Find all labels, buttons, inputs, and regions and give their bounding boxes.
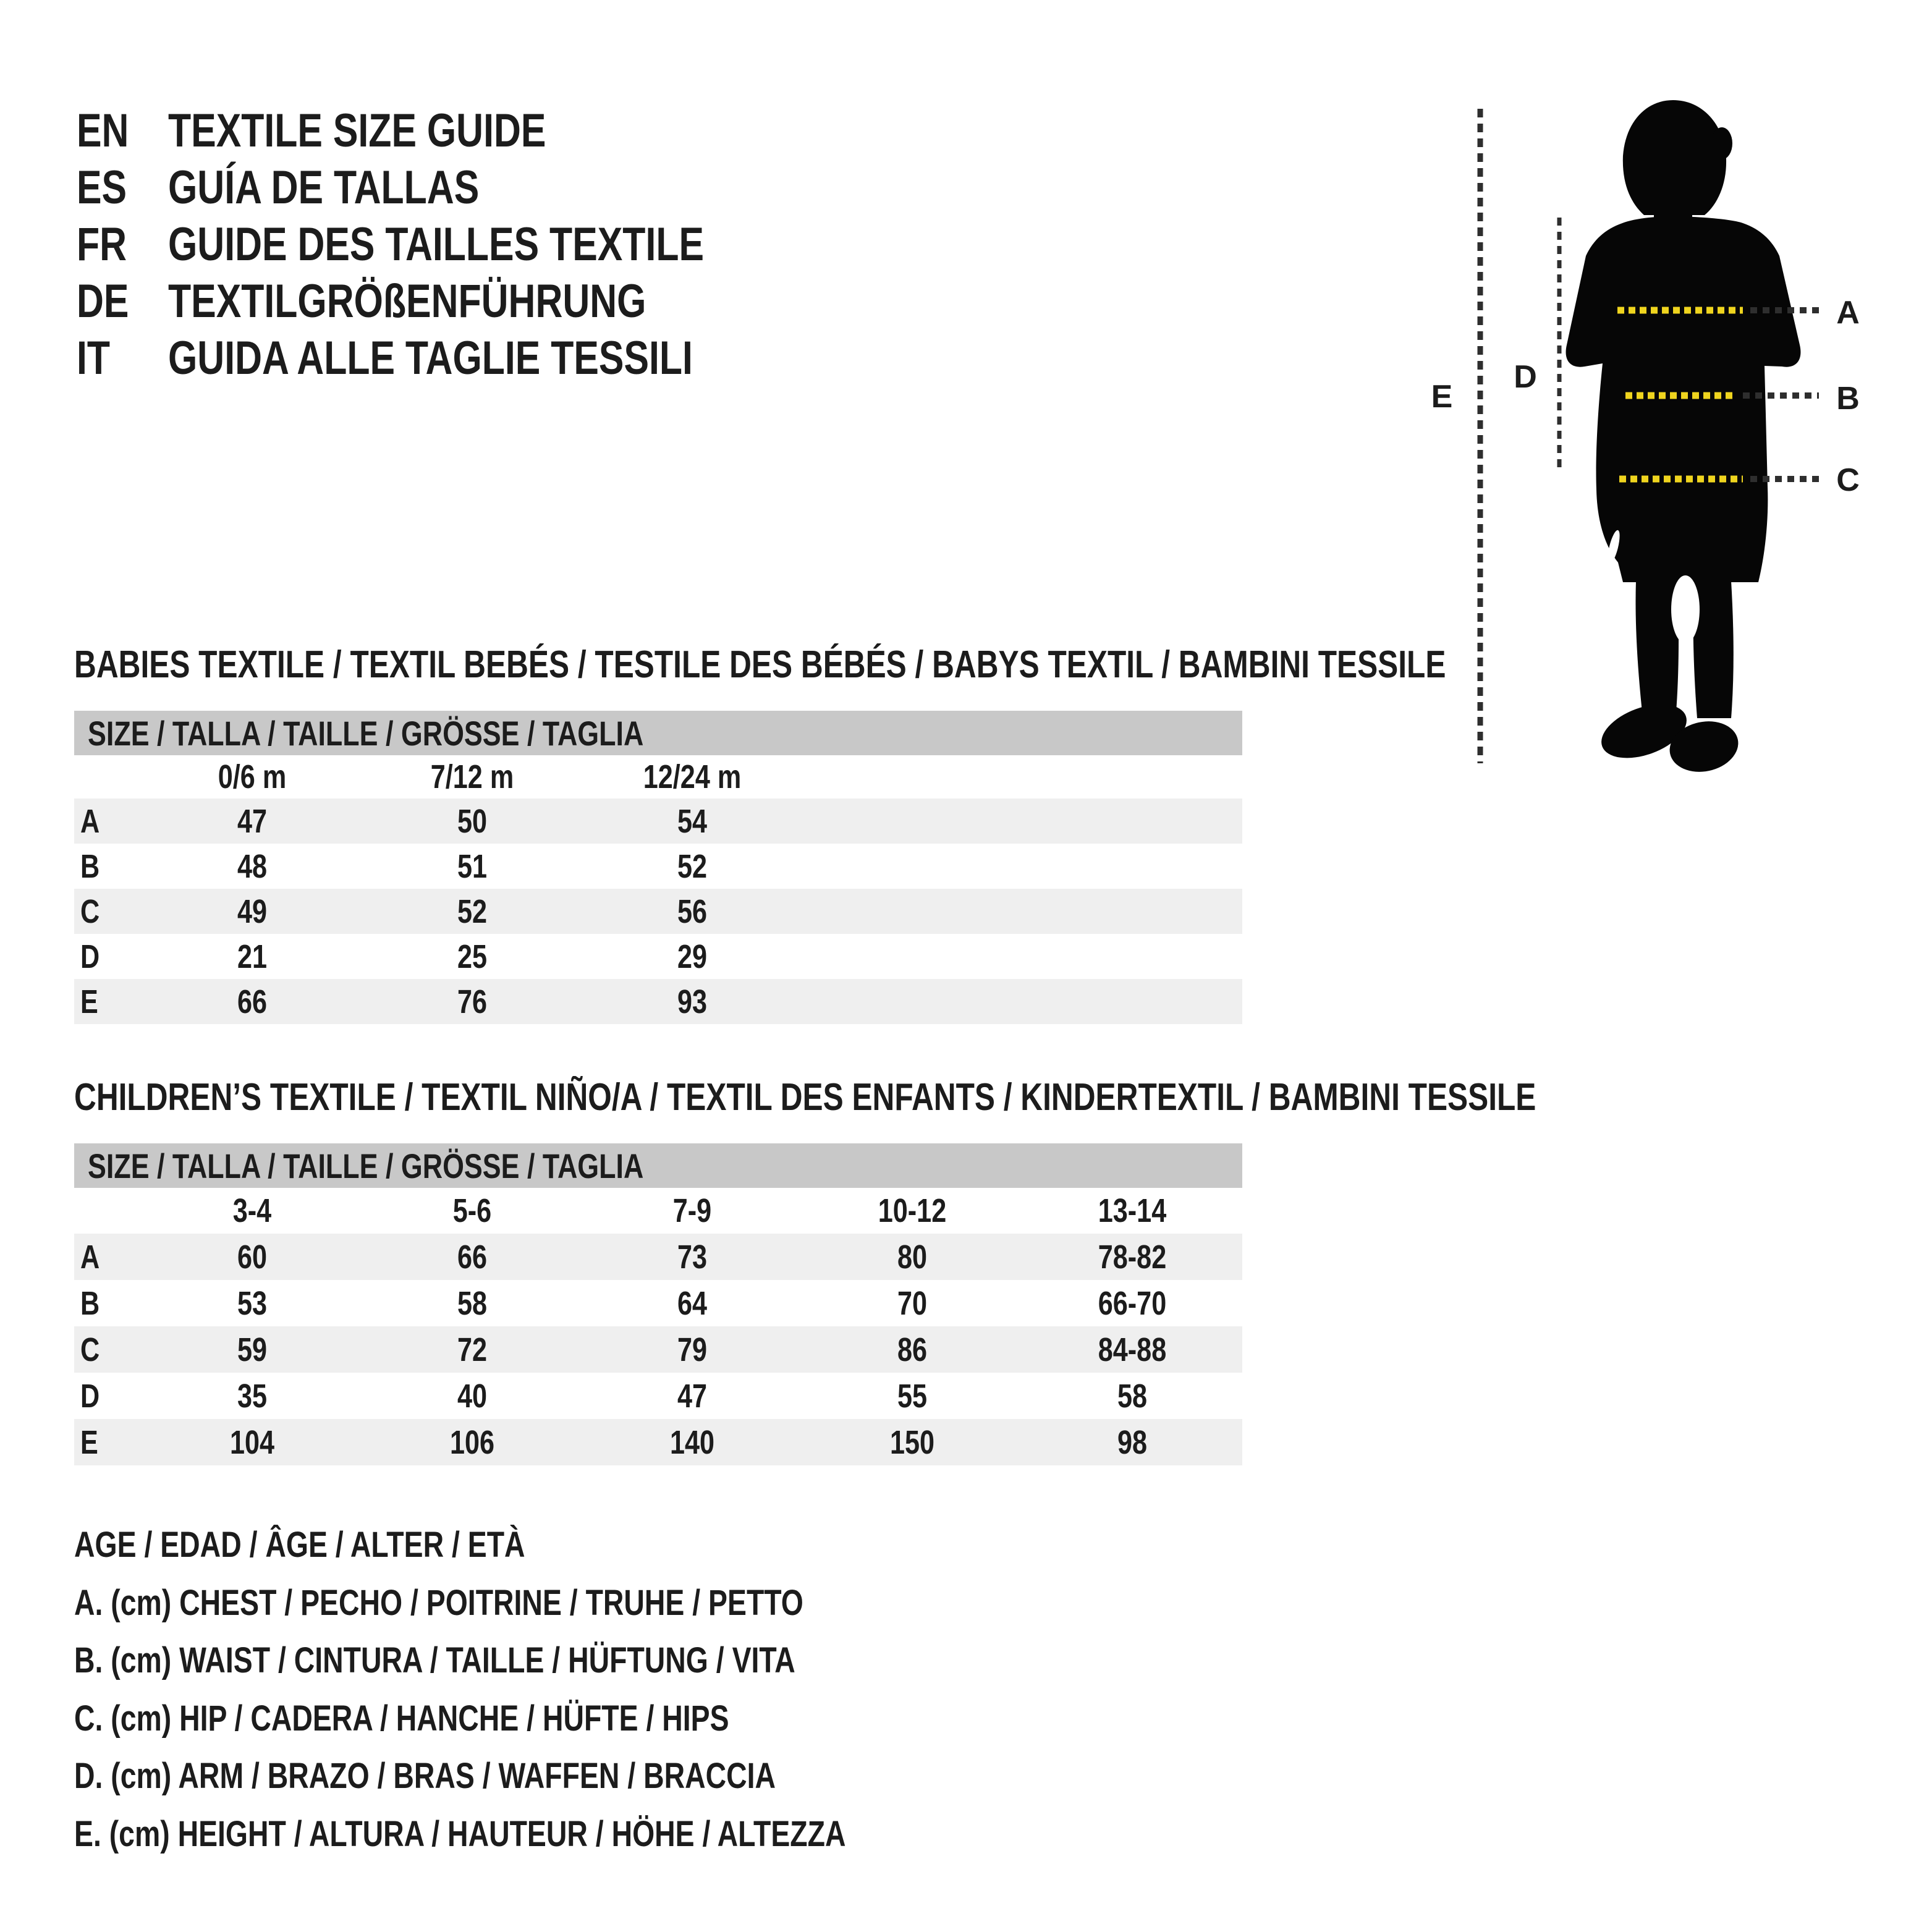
lang-row-de xyxy=(77,273,1004,330)
child-silhouette xyxy=(1566,100,1801,778)
child-figure-svg xyxy=(1409,87,1879,785)
lang-code xyxy=(77,103,142,159)
column-header: 12/24 m xyxy=(643,758,742,795)
table-row-a xyxy=(74,799,1242,844)
table-cell: 140 xyxy=(669,1423,715,1461)
table-cell: 58 xyxy=(457,1284,488,1322)
table-cell: 40 xyxy=(457,1377,488,1415)
table-row-d xyxy=(74,934,1242,979)
lang-code xyxy=(77,273,142,330)
table-cell: 106 xyxy=(449,1423,495,1461)
row-label: D xyxy=(80,938,100,975)
lang-row-en xyxy=(77,103,1004,159)
size-header-text: SIZE / TALLA / TAILLE / GRÖSSE / TAGLIA xyxy=(88,713,644,753)
table-cell: 66 xyxy=(237,983,268,1020)
row-label: A xyxy=(80,1238,100,1276)
row-label: D xyxy=(80,1377,100,1415)
table-cell: 93 xyxy=(677,983,708,1020)
silhouette-head xyxy=(1623,100,1726,215)
label-e: E xyxy=(1431,379,1453,415)
lang-title xyxy=(168,216,838,273)
label-b: B xyxy=(1836,381,1860,417)
table-row-b xyxy=(74,1280,1242,1326)
lang-title xyxy=(168,159,557,216)
table-cell: 64 xyxy=(677,1284,708,1322)
table-cell: 79 xyxy=(677,1331,708,1368)
table-row-e xyxy=(74,1419,1242,1465)
lang-row-fr xyxy=(77,216,1004,273)
row-label: C xyxy=(80,1331,100,1368)
column-header: 5-6 xyxy=(452,1192,492,1229)
table-cell: 66 xyxy=(457,1238,488,1276)
label-c: C xyxy=(1836,462,1860,498)
table-row-e xyxy=(74,979,1242,1024)
label-a: A xyxy=(1836,295,1860,331)
table-cell: 25 xyxy=(457,938,488,975)
lang-row-es xyxy=(77,159,1004,216)
table-cell: 72 xyxy=(457,1331,488,1368)
table-cell: 50 xyxy=(457,802,488,840)
table-row-b xyxy=(74,844,1242,889)
column-header: 3-4 xyxy=(232,1192,272,1229)
children-size-header-bar xyxy=(74,1143,1242,1188)
table-row-c xyxy=(74,1326,1242,1373)
lang-title-text: GUÍA DE TALLAS xyxy=(168,161,480,214)
column-header: 7-9 xyxy=(672,1192,712,1229)
lang-title xyxy=(168,330,824,387)
lang-code xyxy=(77,159,139,216)
table-cell: 55 xyxy=(897,1377,928,1415)
table-cell: 49 xyxy=(237,892,268,930)
lang-title xyxy=(168,103,640,159)
lang-title-text: TEXTILGRÖßENFÜHRUNG xyxy=(168,275,646,328)
legend-age: AGE / EDAD / ÂGE / ALTER / ETÀ xyxy=(74,1525,525,1566)
babies-size-header-bar xyxy=(74,711,1242,755)
lang-code-text: EN xyxy=(77,104,129,157)
lang-title-text: GUIDA ALLE TAGLIE TESSILI xyxy=(168,332,693,384)
row-label: B xyxy=(80,1284,100,1322)
table-cell: 98 xyxy=(1117,1423,1148,1461)
table-cell: 66-70 xyxy=(1098,1284,1167,1322)
row-label: E xyxy=(80,983,98,1020)
table-cell: 21 xyxy=(237,938,268,975)
children-size-table xyxy=(74,1143,1242,1465)
children-table-title-text: CHILDREN’S TEXTILE / TEXTIL NIÑO/A / TEXTIL DES ENFANTS / KINDERTEXTIL / BAMBINI TESSILE xyxy=(74,1076,1536,1119)
table-cell: 35 xyxy=(237,1377,268,1415)
table-cell: 48 xyxy=(237,847,268,885)
crotch-gap xyxy=(1671,575,1700,643)
table-cell: 52 xyxy=(677,847,708,885)
table-cell: 58 xyxy=(1117,1377,1148,1415)
babies-size-table xyxy=(74,711,1242,1024)
table-cell: 70 xyxy=(897,1284,928,1322)
table-row-c xyxy=(74,889,1242,934)
row-label: E xyxy=(80,1423,98,1461)
row-label: B xyxy=(80,847,100,885)
table-cell: 47 xyxy=(237,802,268,840)
lang-code-text: IT xyxy=(77,332,111,384)
table-cell: 47 xyxy=(677,1377,708,1415)
table-cell: 150 xyxy=(889,1423,935,1461)
column-header: 7/12 m xyxy=(430,758,514,795)
table-cell: 56 xyxy=(677,892,708,930)
table-cell: 104 xyxy=(229,1423,275,1461)
table-cell: 54 xyxy=(677,802,708,840)
legend-hip: C. (cm) HIP / CADERA / HANCHE / HÜFTE / HIPS xyxy=(74,1698,729,1739)
lang-title xyxy=(168,273,766,330)
lang-code xyxy=(77,216,139,273)
table-cell: 73 xyxy=(677,1238,708,1276)
lang-title-text: TEXTILE SIZE GUIDE xyxy=(168,104,546,157)
silhouette-torso xyxy=(1566,216,1801,582)
lang-title-text: GUIDE DES TAILLES TEXTILE xyxy=(168,218,705,271)
table-cell: 76 xyxy=(457,983,488,1020)
table-cell: 78-82 xyxy=(1098,1238,1167,1276)
table-cell: 52 xyxy=(457,892,488,930)
row-label: C xyxy=(80,892,100,930)
table-row-d xyxy=(74,1373,1242,1419)
table-cell: 60 xyxy=(237,1238,268,1276)
lang-code xyxy=(77,330,119,387)
silhouette-right-leg xyxy=(1693,581,1734,718)
table-cell: 53 xyxy=(237,1284,268,1322)
column-header: 0/6 m xyxy=(218,758,287,795)
legend-waist: B. (cm) WAIST / CINTURA / TAILLE / HÜFTUNG / VITA xyxy=(74,1640,795,1681)
measurement-figure xyxy=(1409,87,1879,785)
table-row-a xyxy=(74,1234,1242,1280)
table-cell: 29 xyxy=(677,938,708,975)
table-cell: 84-88 xyxy=(1098,1331,1167,1368)
legend-chest: A. (cm) CHEST / PECHO / POITRINE / TRUHE / PETTO xyxy=(74,1582,803,1623)
babies-table-title-text: BABIES TEXTILE / TEXTIL BEBÉS / TESTILE DES BÉBÉS / BABYS TEXTIL / BAMBINI TESSILE xyxy=(74,643,1446,686)
lang-code-text: FR xyxy=(77,218,127,271)
legend-height: E. (cm) HEIGHT / ALTURA / HAUTEUR / HÖHE / ALTEZZA xyxy=(74,1813,846,1854)
label-d: D xyxy=(1514,359,1537,395)
lang-row-it xyxy=(77,330,1004,387)
legend-arm: D. (cm) ARM / BRAZO / BRAS / WAFFEN / BRACCIA xyxy=(74,1756,776,1797)
row-label: A xyxy=(80,802,100,840)
children-table-title xyxy=(74,1075,1902,1120)
measurement-legend xyxy=(74,1516,1125,1863)
table-cell: 86 xyxy=(897,1331,928,1368)
size-header-text: SIZE / TALLA / TAILLE / GRÖSSE / TAGLIA xyxy=(88,1146,644,1185)
table-cell: 59 xyxy=(237,1331,268,1368)
silhouette-ear xyxy=(1711,127,1732,159)
lang-code-text: DE xyxy=(77,275,129,328)
lang-code-text: ES xyxy=(77,161,127,214)
language-guide xyxy=(77,103,1004,387)
table-cell: 80 xyxy=(897,1238,928,1276)
column-header: 13-14 xyxy=(1098,1192,1167,1229)
babies-column-headers xyxy=(74,755,1242,799)
table-cell: 51 xyxy=(457,847,488,885)
children-column-headers xyxy=(74,1188,1242,1234)
column-header: 10-12 xyxy=(878,1192,947,1229)
